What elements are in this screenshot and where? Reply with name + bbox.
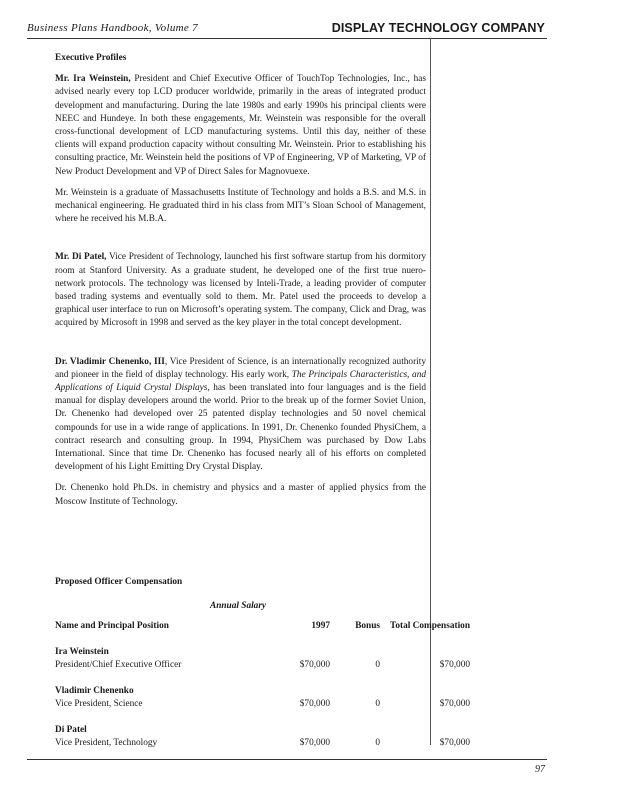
section-title-profiles: Executive Profiles: [55, 53, 127, 63]
running-header-title: Business Plans Handbook, Volume 7: [27, 22, 198, 34]
table-row: [55, 699, 470, 712]
officer-salary: $70,000: [299, 699, 330, 709]
officer-bonus: 0: [375, 738, 380, 748]
running-header-section: DISPLAY TECHNOLOGY COMPANY: [331, 21, 545, 35]
patel-bio: [55, 251, 426, 330]
officer-salary: $70,000: [299, 660, 330, 670]
weinstein-bio: [55, 73, 426, 179]
chenenko-education: Dr. Chenenko hold Ph.Ds. in chemistry and physics and a master of applied physics from the Moscow Institute of Technology.: [55, 483, 426, 507]
patel-name: Mr. Di Patel,: [55, 252, 107, 263]
officer-salary: $70,000: [299, 738, 330, 748]
table-header-row: [55, 621, 470, 634]
footer-divider: [27, 759, 547, 760]
table-row: [55, 738, 470, 751]
weinstein-name: Mr. Ira Weinstein,: [55, 74, 131, 85]
col-header-total: Total Compensation: [390, 621, 470, 631]
officer-bonus: 0: [375, 660, 380, 670]
officer-name: Ira Weinstein: [55, 647, 109, 657]
table-row: [55, 686, 470, 699]
officer-total: $70,000: [439, 738, 470, 748]
col-header-bonus: Bonus: [355, 621, 380, 631]
officer-name: Di Patel: [55, 725, 87, 735]
annual-salary-label: Annual Salary: [210, 601, 267, 611]
page-number: 97: [535, 764, 545, 775]
officer-name: Vladimir Chenenko: [55, 686, 134, 696]
officer-total: $70,000: [439, 660, 470, 670]
chenenko-bio-text-a: , Vice President of Science, is an internationally recognized authority and pioneer in the field of display technology. His early work,: [55, 356, 426, 380]
officer-position: Vice President, Science: [55, 699, 143, 709]
chenenko-name: Dr. Vladimir Chenenko, III: [55, 356, 165, 367]
chenenko-bio-text-b: , has been translated into four languages and is the field manual for display developers around the world. Prior to the break up of the former Soviet Union, Dr. Chenenko had developed over 25 patented display technologies and 50 novel chemical compounds for use in a wide range of applications. In 1991, Dr. Chenenko founded PhysiChem, a contract research and consulting group. In 1994, PhysiChem was purchased by Dow Labs International. Since that time Dr. Chenenko has focused nearly all of his efforts on completed development of his Light Emitting Dry Crystal Display.: [55, 383, 426, 473]
chenenko-book-title: The Principals Characteristics, and Applications of Liquid Crystal Displays: [55, 369, 426, 394]
table-row: [55, 660, 470, 673]
patel-bio-text: Vice President of Technology, launched his first software startup from his dormitory room at Stanford University. As a graduate student, he developed one of the first true nuero-network protocols. The technology was licensed by Inteli-Trade, a leading provider of computer based trading systems and eventually sold to them. Mr. Patel used the proceeds to develop a graphical user interface to run on Microsoft’s operating system. The company, Click and Drag, was acquired by Microsoft in 1998 and served as the key player in the total concept development.: [55, 252, 426, 329]
officer-bonus: 0: [375, 699, 380, 709]
compensation-table: [55, 621, 470, 751]
table-row: [55, 647, 470, 660]
chenenko-bio: [55, 356, 426, 475]
section-title-compensation: Proposed Officer Compensation: [55, 577, 183, 587]
table-row: [55, 725, 470, 738]
header-divider: [27, 38, 547, 39]
col-header-year: 1997: [311, 621, 330, 631]
officer-total: $70,000: [439, 699, 470, 709]
weinstein-education: Mr. Weinstein is a graduate of Massachusetts Institute of Technology and holds a B.S. and M.S. in mechanical engineering. He graduated third in his class from MIT’s Sloan School of Management, where he received his M.B.A.: [55, 187, 426, 225]
executive-profiles-section: [55, 52, 426, 509]
officer-position: President/Chief Executive Officer: [55, 660, 182, 670]
officer-position: Vice President, Technology: [55, 738, 158, 748]
weinstein-bio-text: President and Chief Executive Officer of TouchTop Technologies, Inc., has advised nearly every top LCD producer worldwide, primarily in the areas of integrated product development and manufacturing. During the late 1980s and early 1990s his principal clients were NEEC and Hundeye. In both these engagements, Mr. Weinstein was responsible for the overall cross-functional development of LCD manufacturing systems. Until this day, neither of these clients will expand production capacity without consulting Mr. Weinstein. Prior to establishing his consulting practice, Mr. Weinstein held the positions of VP of Engineering, VP of Marketing, VP of New Product Development and VP of Direct Sales for Magnovuexe.: [55, 74, 426, 177]
col-header-name: Name and Principal Position: [55, 621, 169, 631]
